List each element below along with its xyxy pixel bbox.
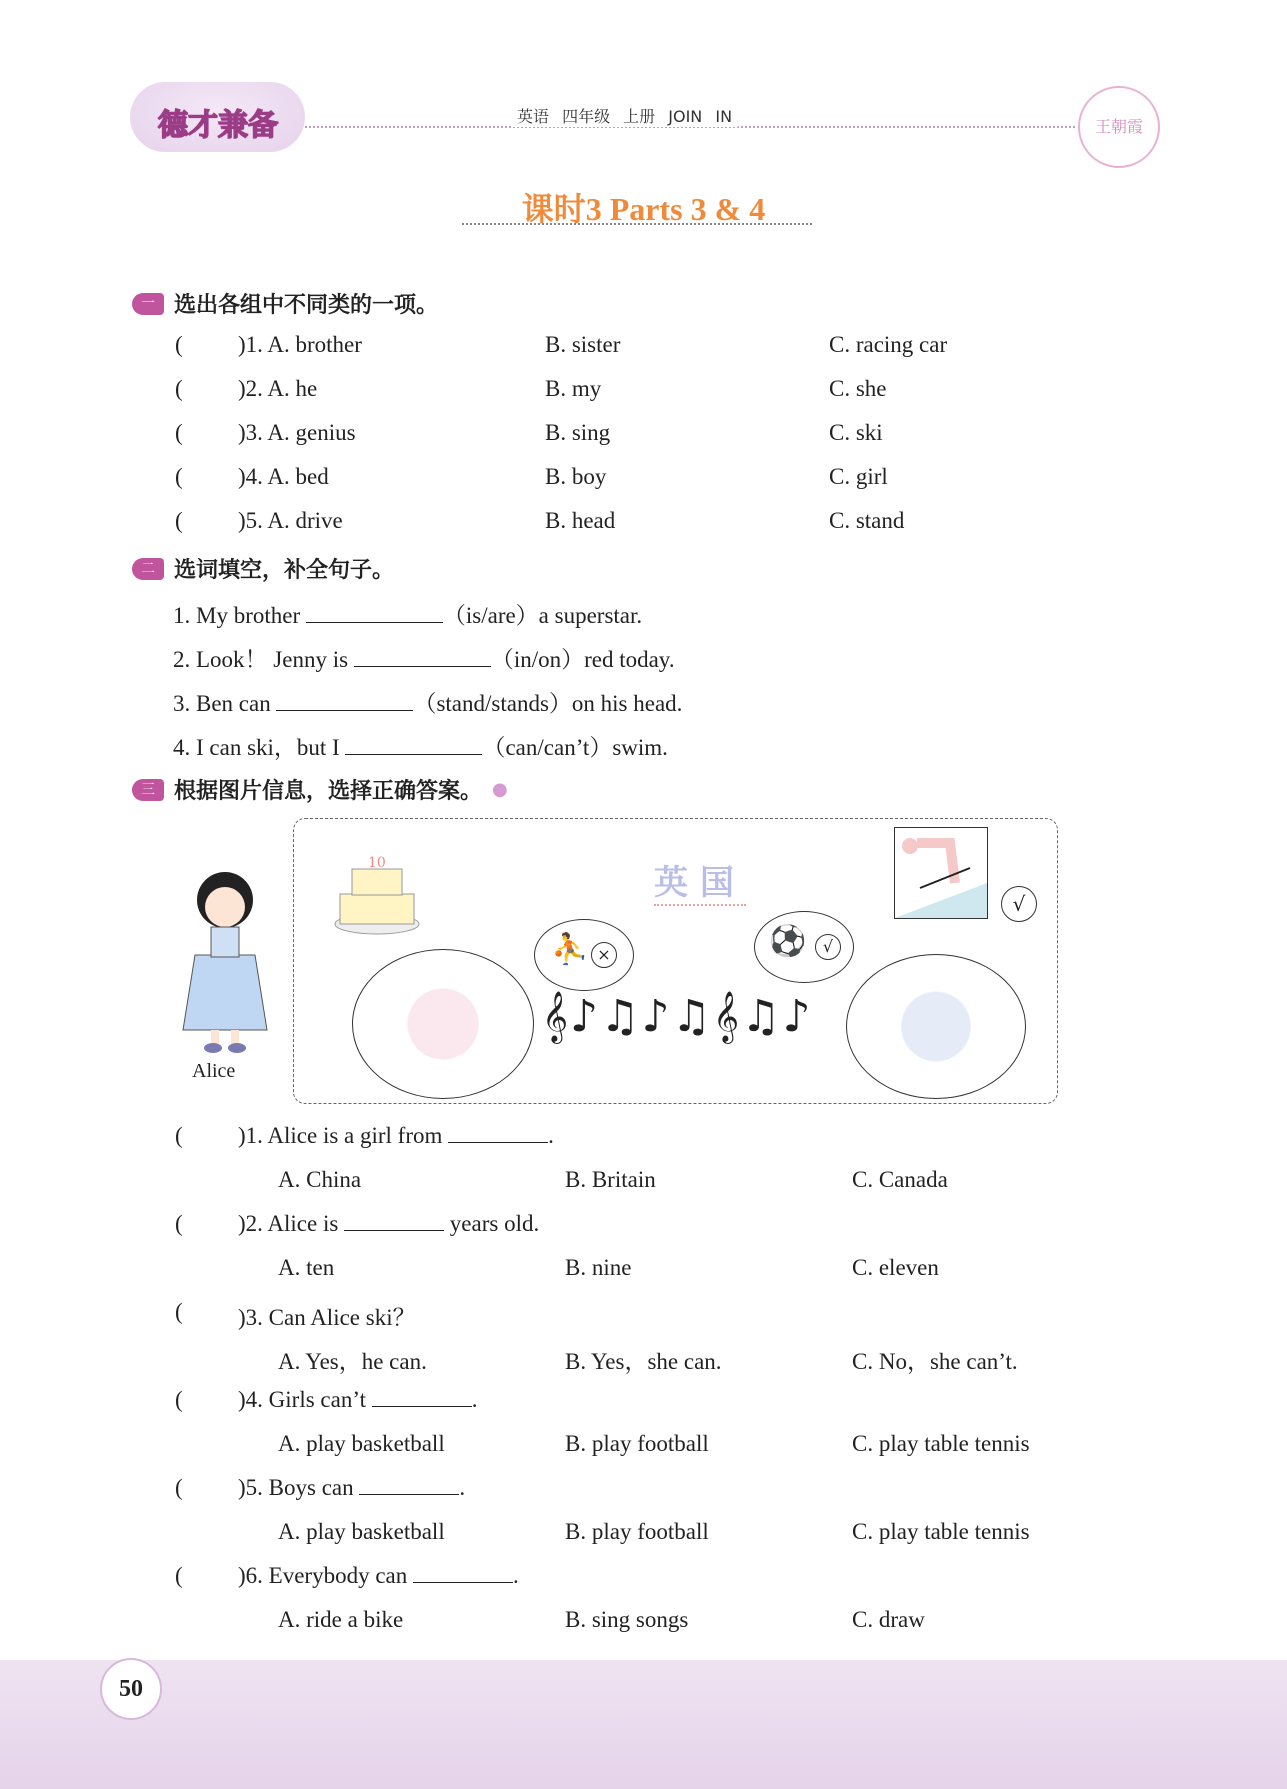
thought-bubble-football	[754, 911, 854, 983]
football-player-icon: ⚽	[769, 924, 807, 959]
blank-input[interactable]	[359, 1475, 459, 1495]
blank-input[interactable]	[372, 1387, 472, 1407]
option-c: C. No，she can’t.	[852, 1349, 1018, 1374]
section-number: 一	[132, 293, 164, 315]
answer-paren[interactable]: (	[175, 1563, 183, 1588]
hint-icon: ●	[492, 779, 508, 800]
answer-paren[interactable]: (	[175, 420, 183, 445]
page-footer-band	[0, 1660, 1287, 1789]
option-a: A. ride a bike	[278, 1607, 404, 1632]
ski-check-mark: √	[1001, 886, 1037, 922]
option-b: B. Britain	[565, 1167, 656, 1192]
cross-mark: ×	[591, 942, 617, 968]
basketball-player-icon: ⛹	[551, 932, 589, 967]
girls-circle	[352, 949, 534, 1099]
country-label: 英国	[654, 855, 746, 906]
author-seal: 王朝霞	[1078, 86, 1160, 168]
option-c: C. play table tennis	[852, 1519, 1030, 1544]
option-b: B. nine	[565, 1255, 632, 1280]
section-3-heading: 三 根据图片信息，选择正确答案。 ●	[132, 774, 508, 805]
section-1-heading: 一 选出各组中不同类的一项。	[132, 288, 438, 319]
thought-bubble-basketball	[534, 919, 634, 991]
alice-illustration	[175, 855, 275, 1059]
blank-input[interactable]	[344, 1211, 444, 1231]
option-c: C. play table tennis	[852, 1431, 1030, 1456]
page-number: 50	[100, 1658, 162, 1720]
header-subject: 英语 四年级 上册 JOIN IN	[511, 104, 738, 127]
answer-paren[interactable]: (	[175, 1299, 183, 1324]
blank-input[interactable]	[413, 1563, 513, 1583]
answer-paren[interactable]: (	[175, 1475, 183, 1500]
option-b: B. play football	[565, 1519, 709, 1544]
option-b: B. Yes，she can.	[565, 1349, 722, 1374]
option-a: A. ten	[278, 1255, 335, 1280]
fill-blank-item: 4. I can ski，but I （can/can’t）swim.	[173, 735, 668, 760]
lesson-title: 课时3 Parts 3 & 4	[521, 191, 766, 227]
fill-blank-item: 3. Ben can （stand/stands）on his head.	[173, 691, 683, 716]
blank-input[interactable]	[448, 1123, 548, 1143]
option-c: C. draw	[852, 1607, 925, 1632]
answer-paren[interactable]: (	[175, 1211, 183, 1236]
blank-input[interactable]	[276, 691, 413, 711]
answer-paren[interactable]: (	[175, 376, 183, 401]
music-notes-icon: 𝄞♪♫♪♫𝄞♫♪	[542, 991, 813, 1042]
fill-blank-item: 2. Look！ Jenny is （in/on）red today.	[173, 647, 675, 672]
boys-circle	[846, 954, 1026, 1099]
skiing-icon	[894, 827, 988, 919]
option-a: A. play basketball	[278, 1519, 445, 1544]
series-logo: 德才兼备	[130, 82, 305, 152]
option-a: A. Yes，he can.	[278, 1349, 427, 1374]
answer-paren[interactable]: (	[175, 508, 183, 533]
option-b: B. sing songs	[565, 1607, 689, 1632]
option-a: A. China	[278, 1167, 362, 1192]
check-mark: √	[815, 934, 841, 960]
option-a: A. play basketball	[278, 1431, 445, 1456]
answer-paren[interactable]: (	[175, 464, 183, 489]
section-number: 二	[132, 558, 164, 580]
section-number: 三	[132, 779, 164, 801]
section-2-heading: 二 选词填空，补全句子。	[132, 553, 394, 584]
answer-paren[interactable]: (	[175, 1387, 183, 1412]
answer-paren[interactable]: (	[175, 1123, 183, 1148]
option-c: C. eleven	[852, 1255, 939, 1280]
blank-input[interactable]	[345, 735, 482, 755]
answer-paren[interactable]: (	[175, 332, 183, 357]
fill-blank-item: 1. My brother （is/are）a superstar.	[173, 603, 643, 628]
option-b: B. play football	[565, 1431, 709, 1456]
title-underline	[462, 223, 812, 225]
alice-label: Alice	[192, 1060, 236, 1082]
svg-text:10: 10	[368, 855, 386, 871]
blank-input[interactable]	[306, 603, 443, 623]
picture-panel	[293, 818, 1058, 1104]
birthday-cake-icon	[332, 849, 422, 943]
blank-input[interactable]	[354, 647, 491, 667]
option-c: C. Canada	[852, 1167, 948, 1192]
